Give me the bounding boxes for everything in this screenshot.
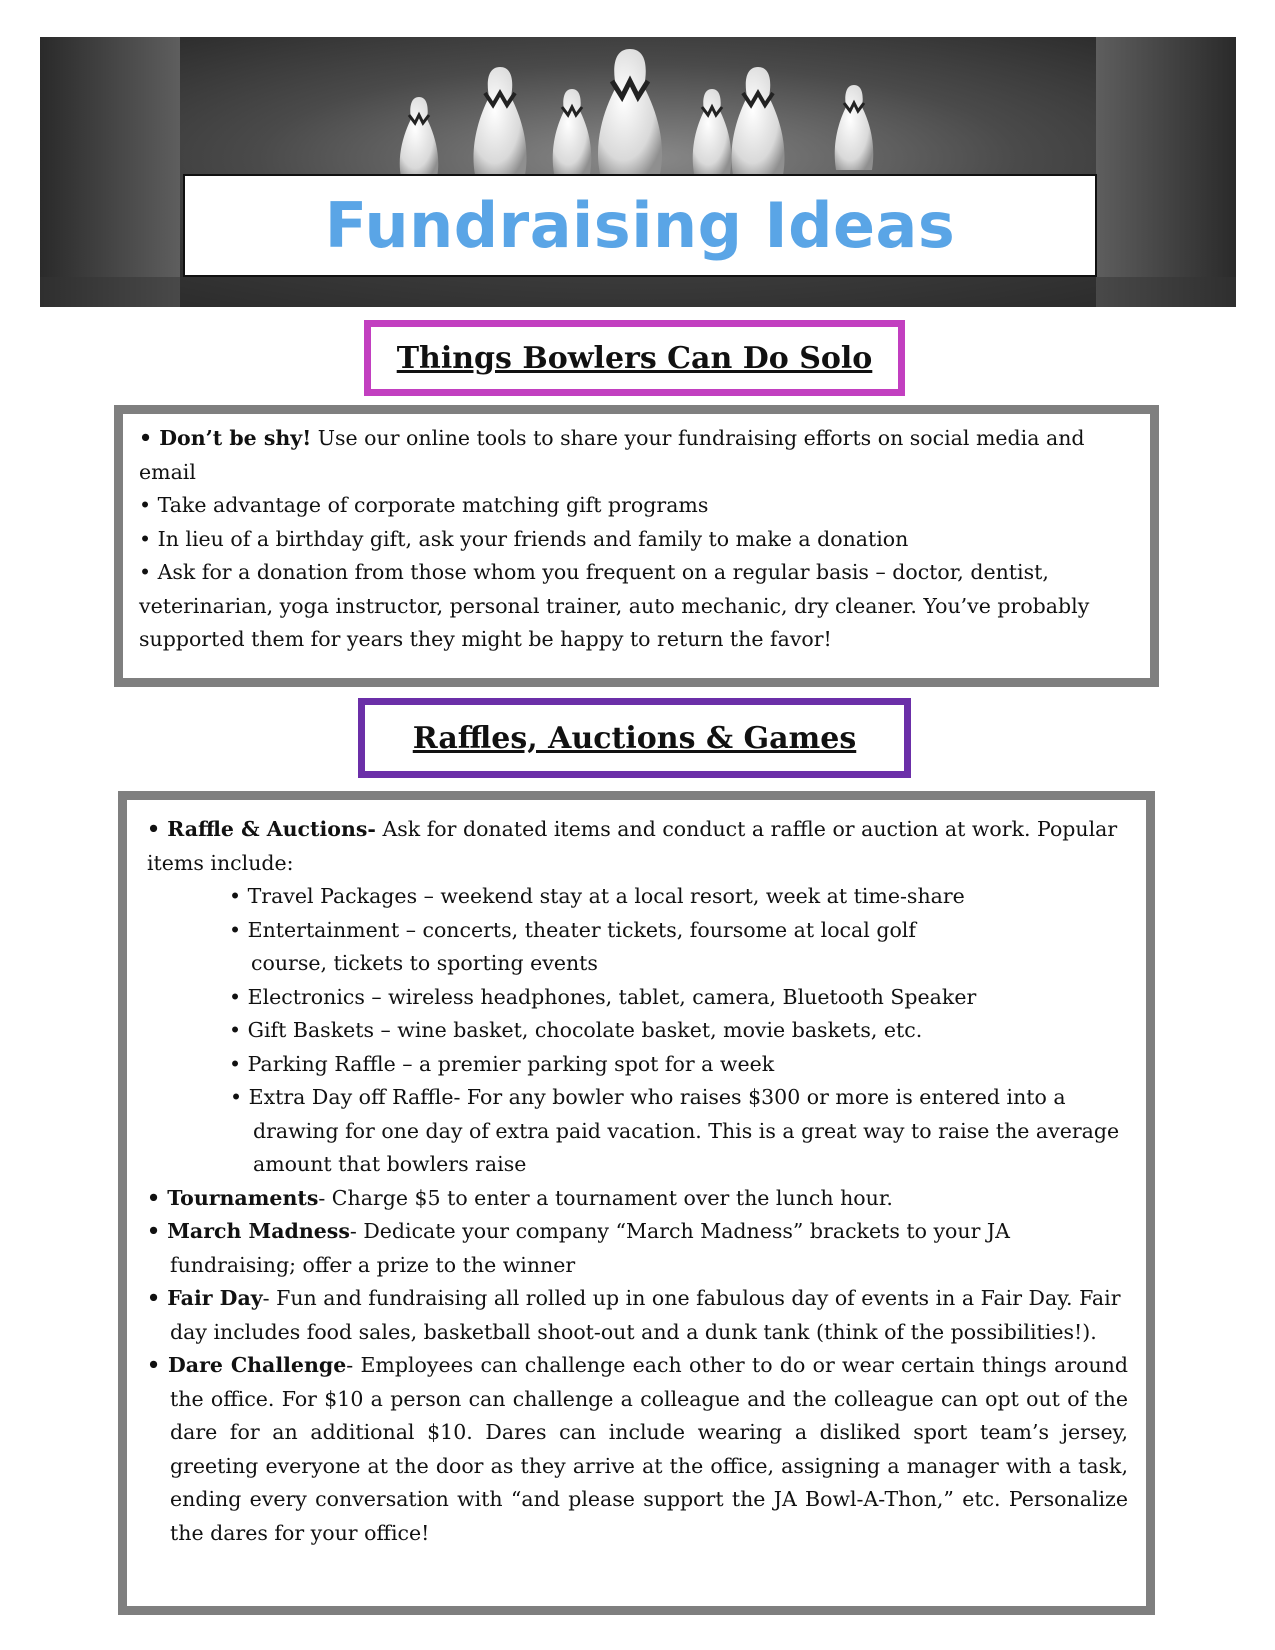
list-item-text: - Charge $5 to enter a tournament over the lunch hour. <box>318 1185 893 1210</box>
list-item-text: • Take advantage of corporate matching gift programs <box>139 493 709 517</box>
pin-icon <box>731 67 784 175</box>
sub-list-item-continued: course, tickets to sporting events <box>251 951 598 975</box>
list-item-text: - Employees can challenge each other to do or wear certain things around the office. For $10 a person can challenge a colleague and the colleague can opt out of the dare for an additional $10. Dares can include wearing a disliked sport team’s jersey, greeting everyone at the door as they arrive at the office, assigning a manager with a task, ending every conversation with “and please support the JA Bowl-A-Thon,” etc. Personalize the dares for your office! <box>170 1353 1129 1545</box>
list-item <box>147 1349 1128 1550</box>
list-item-text: - Fun and fundraising all rolled up in one fabulous day of events in a Fair Day. Fair day includes food sales, basketball shoot-out and a dunk tank (think of the possibilities!). <box>170 1286 1121 1344</box>
page-title: Fundraising Ideas <box>324 189 956 262</box>
list-item-bold: • Don’t be shy! <box>139 426 312 450</box>
list-item-text: • Ask for a donation from those whom you frequent on a regular basis – doctor, dentist, veterinarian, yoga instructor, personal trainer, auto mechanic, dry cleaner. You’ve probably supported them for years they might be happy to return the favor! <box>139 560 1090 651</box>
pin-icon <box>835 85 874 170</box>
list-item-bold: • Fair Day <box>147 1286 263 1310</box>
pin-icon <box>693 89 732 174</box>
sub-list-item: • Electronics – wireless headphones, tablet, camera, Bluetooth Speaker <box>229 984 977 1009</box>
sub-list-item: • Gift Baskets – wine basket, chocolate basket, movie baskets, etc. <box>229 1018 923 1042</box>
sub-list-item: • Entertainment – concerts, theater tickets, foursome at local golf <box>229 917 916 942</box>
solo-section-header <box>364 320 905 396</box>
list-item-bold: • March Madness <box>147 1219 350 1243</box>
pin-icon <box>400 97 439 177</box>
solo-ideas-box <box>114 405 1159 687</box>
list-item <box>139 556 1134 657</box>
sub-list-item: • Parking Raffle – a premier parking spot for a week <box>229 1051 775 1076</box>
raffles-section-header <box>358 698 911 778</box>
list-item <box>147 1282 1128 1349</box>
list-item-text: Ask for donated items and conduct a raffle or auction at work. Popular items include: <box>147 817 1118 875</box>
list-item <box>147 813 1128 880</box>
list-item <box>139 422 1134 489</box>
sub-list-item: • Extra Day off Raffle- For any bowler who raises $300 or more is entered into a drawing for one day of extra paid vacation. This is a great way to raise the average amount that bowlers raise <box>230 1085 1120 1176</box>
banner-title-box <box>183 174 1097 277</box>
solo-section-title: Things Bowlers Can Do Solo <box>396 340 873 376</box>
list-item-text: - Dedicate your company “March Madness” brackets to your JA fundraising; offer a prize to the winner <box>170 1219 1010 1277</box>
pin-icon <box>598 49 662 174</box>
list-item-bold: • Tournaments <box>147 1185 319 1210</box>
list-item-bold: • Raffle & Auctions- <box>147 817 376 841</box>
header-banner <box>40 37 1236 307</box>
pin-icon <box>553 89 592 174</box>
list-item <box>147 1215 1128 1282</box>
list-item <box>139 523 1134 557</box>
raffles-ideas-box <box>118 791 1155 1615</box>
sub-list-item: • Travel Packages – weekend stay at a local resort, week at time-share <box>229 884 965 908</box>
list-item <box>147 1182 1128 1216</box>
raffles-section-title: Raffles, Auctions & Games <box>412 720 857 756</box>
list-item-text: • In lieu of a birthday gift, ask your friends and family to make a donation <box>139 526 909 551</box>
list-item <box>139 489 1134 523</box>
list-item-bold: • Dare Challenge <box>147 1353 347 1377</box>
list-item-text: Use our online tools to share your fundraising efforts on social media and email <box>139 426 1085 484</box>
pin-icon <box>473 67 526 175</box>
